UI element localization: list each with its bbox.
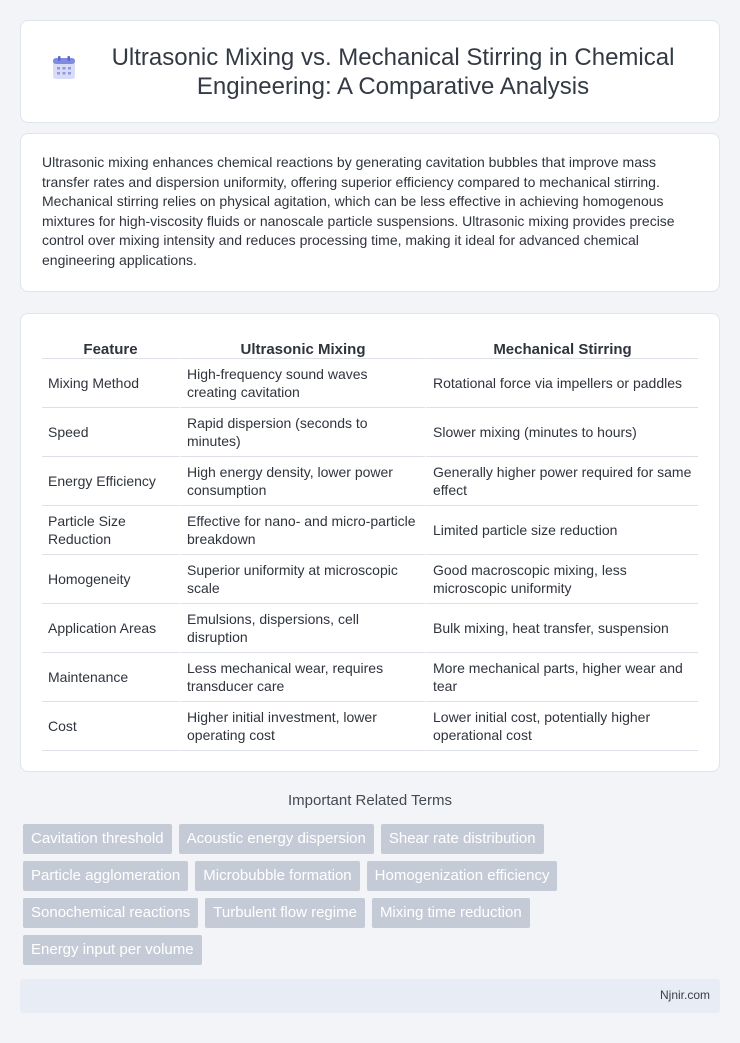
related-terms-list bbox=[23, 824, 723, 972]
term-tag[interactable]: Shear rate distribution bbox=[381, 824, 544, 854]
term-tag[interactable]: Particle agglomeration bbox=[23, 861, 188, 891]
term-tag[interactable]: Turbulent flow regime bbox=[205, 898, 365, 928]
comparison-table-card bbox=[20, 313, 720, 772]
comparison-table bbox=[42, 334, 698, 751]
ultrasonic-cell: Effective for nano- and micro-particle breakdown bbox=[179, 506, 425, 555]
feature-cell: Speed bbox=[42, 408, 179, 457]
term-tag[interactable]: Energy input per volume bbox=[23, 935, 202, 965]
feature-cell: Particle Size Reduction bbox=[42, 506, 179, 555]
term-tag[interactable]: Cavitation threshold bbox=[23, 824, 172, 854]
mechanical-cell: Lower initial cost, potentially higher operational cost bbox=[425, 702, 698, 751]
ultrasonic-cell: Higher initial investment, lower operating cost bbox=[179, 702, 425, 751]
ultrasonic-cell: Less mechanical wear, requires transducer care bbox=[179, 653, 425, 702]
table-row bbox=[42, 555, 698, 604]
table-row bbox=[42, 408, 698, 457]
header-ultrasonic: Ultrasonic Mixing bbox=[179, 334, 425, 359]
intro-card bbox=[20, 133, 720, 292]
table-row bbox=[42, 457, 698, 506]
table-row bbox=[42, 359, 698, 408]
header-mechanical: Mechanical Stirring bbox=[425, 334, 698, 359]
footer-site-link[interactable]: Njnir.com bbox=[659, 988, 710, 1002]
table-row bbox=[42, 506, 698, 555]
mechanical-cell: Limited particle size reduction bbox=[425, 506, 698, 555]
document-icon bbox=[51, 55, 77, 81]
mechanical-cell: More mechanical parts, higher wear and tear bbox=[425, 653, 698, 702]
feature-cell: Application Areas bbox=[42, 604, 179, 653]
page-title: Ultrasonic Mixing vs. Mechanical Stirring in Chemical Engineering: A Comparative Analysis bbox=[111, 43, 675, 100]
header-feature: Feature bbox=[42, 334, 179, 359]
footer bbox=[20, 979, 720, 1013]
ultrasonic-cell: High energy density, lower power consumption bbox=[179, 457, 425, 506]
related-terms-heading: Important Related Terms bbox=[288, 792, 452, 809]
term-tag[interactable]: Acoustic energy dispersion bbox=[179, 824, 374, 854]
mechanical-cell: Rotational force via impellers or paddles bbox=[425, 359, 698, 408]
term-tag[interactable]: Sonochemical reactions bbox=[23, 898, 198, 928]
feature-cell: Mixing Method bbox=[42, 359, 179, 408]
table-row bbox=[42, 653, 698, 702]
mechanical-cell: Generally higher power required for same effect bbox=[425, 457, 698, 506]
feature-cell: Maintenance bbox=[42, 653, 179, 702]
mechanical-cell: Slower mixing (minutes to hours) bbox=[425, 408, 698, 457]
feature-cell: Energy Efficiency bbox=[42, 457, 179, 506]
feature-cell: Homogeneity bbox=[42, 555, 179, 604]
ultrasonic-cell: Emulsions, dispersions, cell disruption bbox=[179, 604, 425, 653]
term-tag[interactable]: Microbubble formation bbox=[195, 861, 359, 891]
ultrasonic-cell: Superior uniformity at microscopic scale bbox=[179, 555, 425, 604]
ultrasonic-cell: High-frequency sound waves creating cavitation bbox=[179, 359, 425, 408]
term-tag[interactable]: Homogenization efficiency bbox=[367, 861, 558, 891]
intro-paragraph: Ultrasonic mixing enhances chemical reactions by generating cavitation bubbles that improve mass transfer rates and dispersion uniformity, offering superior efficiency compared to mechanical stirring. Mechanical stirring relies on physical agitation, which can be less effective in achieving homogenous mixtures for high-viscosity fluids or nanoscale particle suspensions. Ultrasonic mixing provides precise control over mixing intensity and reduces processing time, making it ideal for advanced chemical engineering applications. bbox=[42, 154, 675, 268]
table-header-row bbox=[42, 334, 698, 359]
table-row bbox=[42, 604, 698, 653]
term-tag[interactable]: Mixing time reduction bbox=[372, 898, 530, 928]
table-row bbox=[42, 702, 698, 751]
feature-cell: Cost bbox=[42, 702, 179, 751]
mechanical-cell: Bulk mixing, heat transfer, suspension bbox=[425, 604, 698, 653]
ultrasonic-cell: Rapid dispersion (seconds to minutes) bbox=[179, 408, 425, 457]
mechanical-cell: Good macroscopic mixing, less microscopic uniformity bbox=[425, 555, 698, 604]
header-card bbox=[20, 20, 720, 123]
